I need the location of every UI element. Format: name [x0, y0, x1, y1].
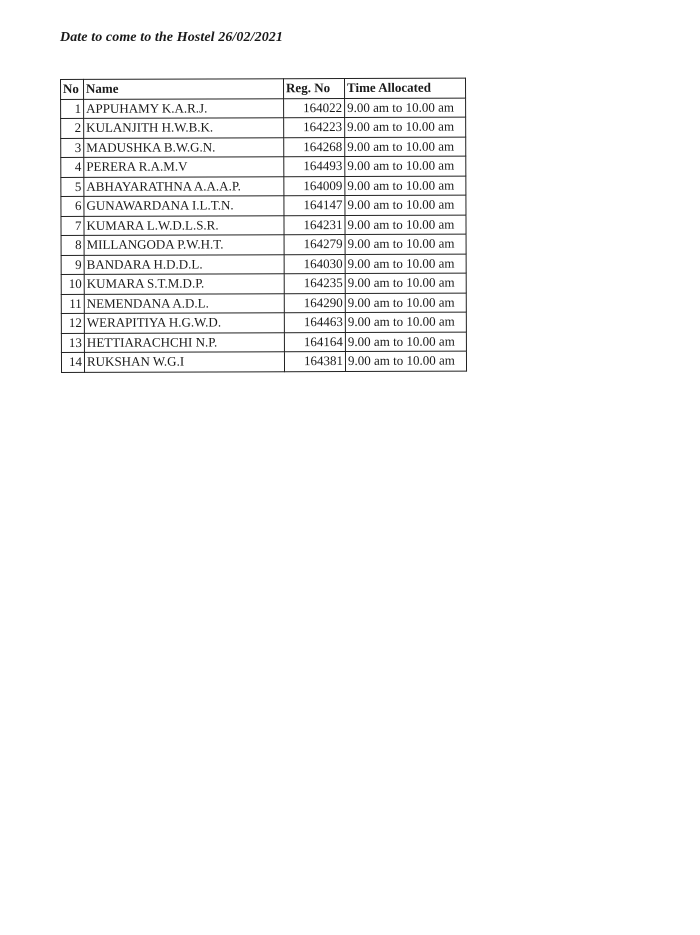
cell-no: 8 [61, 235, 84, 255]
cell-name: GUNAWARDANA I.L.T.N. [84, 196, 284, 216]
cell-no: 14 [61, 352, 84, 372]
cell-time-allocated: 9.00 am to 10.00 am [345, 273, 466, 293]
cell-time-allocated: 9.00 am to 10.00 am [345, 176, 466, 196]
cell-no: 5 [61, 177, 84, 197]
cell-name: NEMENDANA A.D.L. [84, 293, 284, 313]
cell-reg-no: 164493 [284, 157, 345, 177]
header-name: Name [84, 79, 284, 99]
cell-name: PERERA R.A.M.V [84, 157, 284, 177]
table-body [61, 98, 467, 372]
table-row [61, 215, 466, 236]
table-row [61, 254, 466, 275]
cell-time-allocated: 9.00 am to 10.00 am [345, 312, 466, 332]
header-no: No [61, 79, 84, 99]
cell-reg-no: 164022 [284, 98, 345, 118]
cell-time-allocated: 9.00 am to 10.00 am [345, 137, 466, 157]
cell-name: HETTIARACHCHI N.P. [84, 332, 284, 352]
cell-name: WERAPITIYA H.G.W.D. [84, 313, 284, 333]
cell-no: 6 [61, 196, 84, 216]
cell-time-allocated: 9.00 am to 10.00 am [345, 215, 466, 235]
cell-no: 4 [61, 157, 84, 177]
allocation-table [60, 78, 467, 373]
table-row [61, 137, 466, 158]
cell-no: 10 [61, 274, 84, 294]
cell-name: APPUHAMY K.A.R.J. [84, 98, 284, 118]
cell-reg-no: 164235 [284, 274, 345, 294]
cell-reg-no: 164279 [284, 235, 345, 255]
cell-reg-no: 164268 [284, 137, 345, 157]
table-row [61, 234, 466, 255]
cell-no: 9 [61, 255, 84, 275]
table-row [61, 293, 466, 314]
cell-no: 11 [61, 294, 84, 314]
table-header-row [61, 78, 466, 99]
cell-name: BANDARA H.D.D.L. [84, 254, 284, 274]
cell-reg-no: 164223 [284, 118, 345, 138]
cell-reg-no: 164147 [284, 196, 345, 216]
cell-no: 7 [61, 216, 84, 236]
table-row [61, 156, 466, 177]
cell-time-allocated: 9.00 am to 10.00 am [345, 195, 466, 215]
cell-reg-no: 164231 [284, 215, 345, 235]
table-row [61, 351, 466, 372]
cell-no: 13 [61, 333, 84, 353]
cell-name: MADUSHKA B.W.G.N. [84, 137, 284, 157]
cell-reg-no: 164009 [284, 176, 345, 196]
cell-reg-no: 164164 [284, 332, 345, 352]
header-time-allocated: Time Allocated [345, 78, 466, 98]
cell-time-allocated: 9.00 am to 10.00 am [345, 156, 466, 176]
cell-reg-no: 164463 [284, 313, 345, 333]
cell-time-allocated: 9.00 am to 10.00 am [345, 98, 466, 118]
table-row [61, 176, 466, 197]
cell-name: KULANJITH H.W.B.K. [84, 118, 284, 138]
cell-name: ABHAYARATHNA A.A.A.P. [84, 176, 284, 196]
cell-name: KUMARA L.W.D.L.S.R. [84, 215, 284, 235]
cell-time-allocated: 9.00 am to 10.00 am [345, 332, 466, 352]
header-reg-no: Reg. No [284, 79, 345, 99]
cell-time-allocated: 9.00 am to 10.00 am [345, 293, 466, 313]
cell-reg-no: 164030 [284, 254, 345, 274]
cell-time-allocated: 9.00 am to 10.00 am [345, 351, 466, 371]
cell-no: 1 [61, 99, 84, 119]
page-heading: Date to come to the Hostel 26/02/2021 [60, 30, 284, 45]
table-row [61, 117, 466, 138]
cell-no: 3 [61, 138, 84, 158]
cell-time-allocated: 9.00 am to 10.00 am [345, 117, 466, 137]
cell-time-allocated: 9.00 am to 10.00 am [345, 254, 466, 274]
cell-time-allocated: 9.00 am to 10.00 am [345, 234, 466, 254]
cell-name: MILLANGODA P.W.H.T. [84, 235, 284, 255]
cell-name: KUMARA S.T.M.D.P. [84, 274, 284, 294]
table-row [61, 195, 466, 216]
table-row [61, 98, 466, 119]
table-row [61, 332, 466, 353]
cell-reg-no: 164381 [284, 352, 345, 372]
cell-name: RUKSHAN W.G.I [84, 352, 284, 372]
table-row [61, 312, 466, 333]
cell-no: 2 [61, 118, 84, 138]
table-row [61, 273, 466, 294]
cell-no: 12 [61, 313, 84, 333]
cell-reg-no: 164290 [284, 293, 345, 313]
